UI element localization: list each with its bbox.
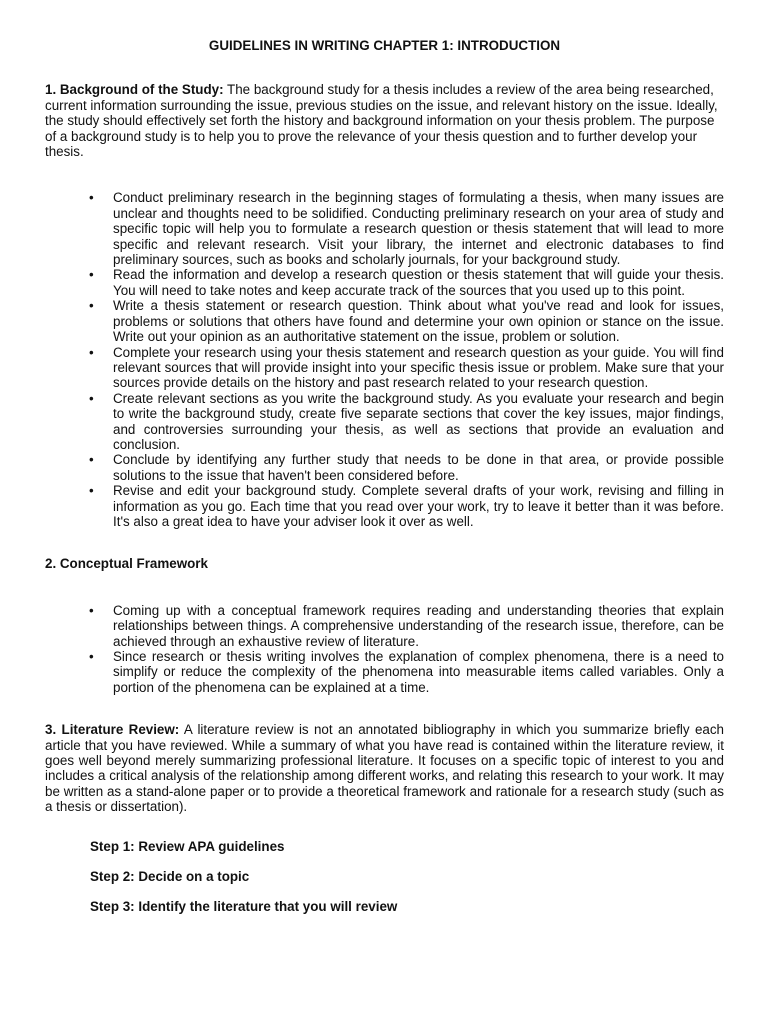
bullet-icon: • [89, 649, 94, 664]
list-item-text: Coming up with a conceptual framework requires reading and understanding theories that explain relationships between things. A comprehensive understanding of the research issue, therefore, can be achieved through an exhaustive review of literature. [113, 602, 724, 649]
bullet-icon: • [89, 390, 94, 406]
conceptual-bullet-list [45, 603, 724, 695]
list-item [89, 190, 724, 268]
list-item-text: Conclude by identifying any further study that needs to be done in that area, or provide possible solutions to the issue that haven't been considered before. [113, 452, 724, 483]
document-title: GUIDELINES IN WRITING CHAPTER 1: INTRODUCTION [208, 38, 561, 53]
section-literature-paragraph [45, 722, 724, 814]
list-item-text: Revise and edit your background study. Complete several drafts of your work, revising and filling in information as you go. Each time that you read over your work, try to leave it better than it was before. It's also a great idea to have your adviser look it over as well. [113, 483, 724, 529]
background-bullet-list [45, 190, 724, 529]
step-item: Step 2: Decide on a topic [90, 869, 250, 885]
section-background-text: The background study for a thesis includes a review of the area being researched, current information surrounding the issue, previous studies on the issue, and relevant history on the issue. Ideally, the study should effectively set forth the history and background information on your thesis problem. The purpose of a background study is to help you to prove the relevance of your thesis question and to further develop your thesis. [45, 82, 718, 160]
bullet-icon: • [89, 298, 94, 314]
list-item-text: Conduct preliminary research in the beginning stages of formulating a thesis, when many issues are unclear and thoughts need to be solidified. Conducting preliminary research on your area of study and specific topic will help you to formulate a research question or thesis statement that will lead to more specific and relevant research. Visit your library, the internet and electronic databases to find preliminary sources, such as books and scholarly journals, for your background study. [113, 190, 724, 268]
list-item-text: Create relevant sections as you write the background study. As you evaluate your research and begin to write the background study, create five separate sections that cover the key issues, major findings, and controversies surrounding your thesis, as well as sections that provide an evaluation and conclusion. [113, 390, 724, 452]
literature-steps [45, 839, 724, 915]
section-literature-heading: 3. Literature Review: [45, 722, 180, 738]
bullet-icon: • [89, 452, 94, 468]
bullet-icon: • [89, 602, 94, 618]
list-item [89, 344, 724, 391]
list-item [89, 267, 724, 298]
list-item [89, 298, 724, 345]
section-conceptual-heading: 2. Conceptual Framework [45, 556, 208, 572]
section-background-paragraph [45, 82, 724, 159]
bullet-icon: • [89, 483, 94, 499]
section-literature-text: A literature review is not an annotated bibliography in which you summarize briefly each article that you have reviewed. While a summary of what you have read is contained within the literature review, it goes well beyond merely summarizing professional literature. It focuses on a specific topic of interest to you and includes a critical analysis of the relationship among different works, and relating this research to your work. It may be written as a stand-alone paper or to provide a theoretical framework and rationale for a research study (such as a thesis or dissertation). [45, 722, 724, 815]
section-background-heading: 1. Background of the Study: [45, 82, 224, 98]
step-item: Step 3: Identify the literature that you will review [90, 899, 398, 915]
bullet-icon: • [89, 344, 94, 360]
list-item-text: Complete your research using your thesis statement and research question as your guide. You will find relevant sources that will provide insight into your specific thesis issue or problem. Make sure that your sources provide details on the history and past research related to your research question. [113, 344, 724, 391]
list-item [89, 649, 724, 695]
list-item-text: Read the information and develop a research question or thesis statement that will guide your thesis. You will need to take notes and keep accurate track of the sources that you used up to this point. [113, 267, 724, 298]
list-item-text: Since research or thesis writing involves the explanation of complex phenomena, there is a need to simplify or reduce the complexity of the phenomena into measurable items called variables. Only a portion of the phenomena can be explained at a time. [113, 649, 724, 695]
step-item: Step 1: Review APA guidelines [90, 838, 285, 854]
bullet-icon: • [89, 190, 94, 206]
list-item [89, 390, 724, 453]
bullet-icon: • [89, 267, 94, 283]
list-item [89, 452, 724, 483]
list-item-text: Write a thesis statement or research question. Think about what you've read and look for issues, problems or solutions that others have found and determine your own opinion or stance on the issue. Write out your opinion as an authoritative statement on the issue, problem or solution. [113, 298, 724, 345]
list-item [89, 483, 724, 529]
list-item [89, 602, 724, 649]
